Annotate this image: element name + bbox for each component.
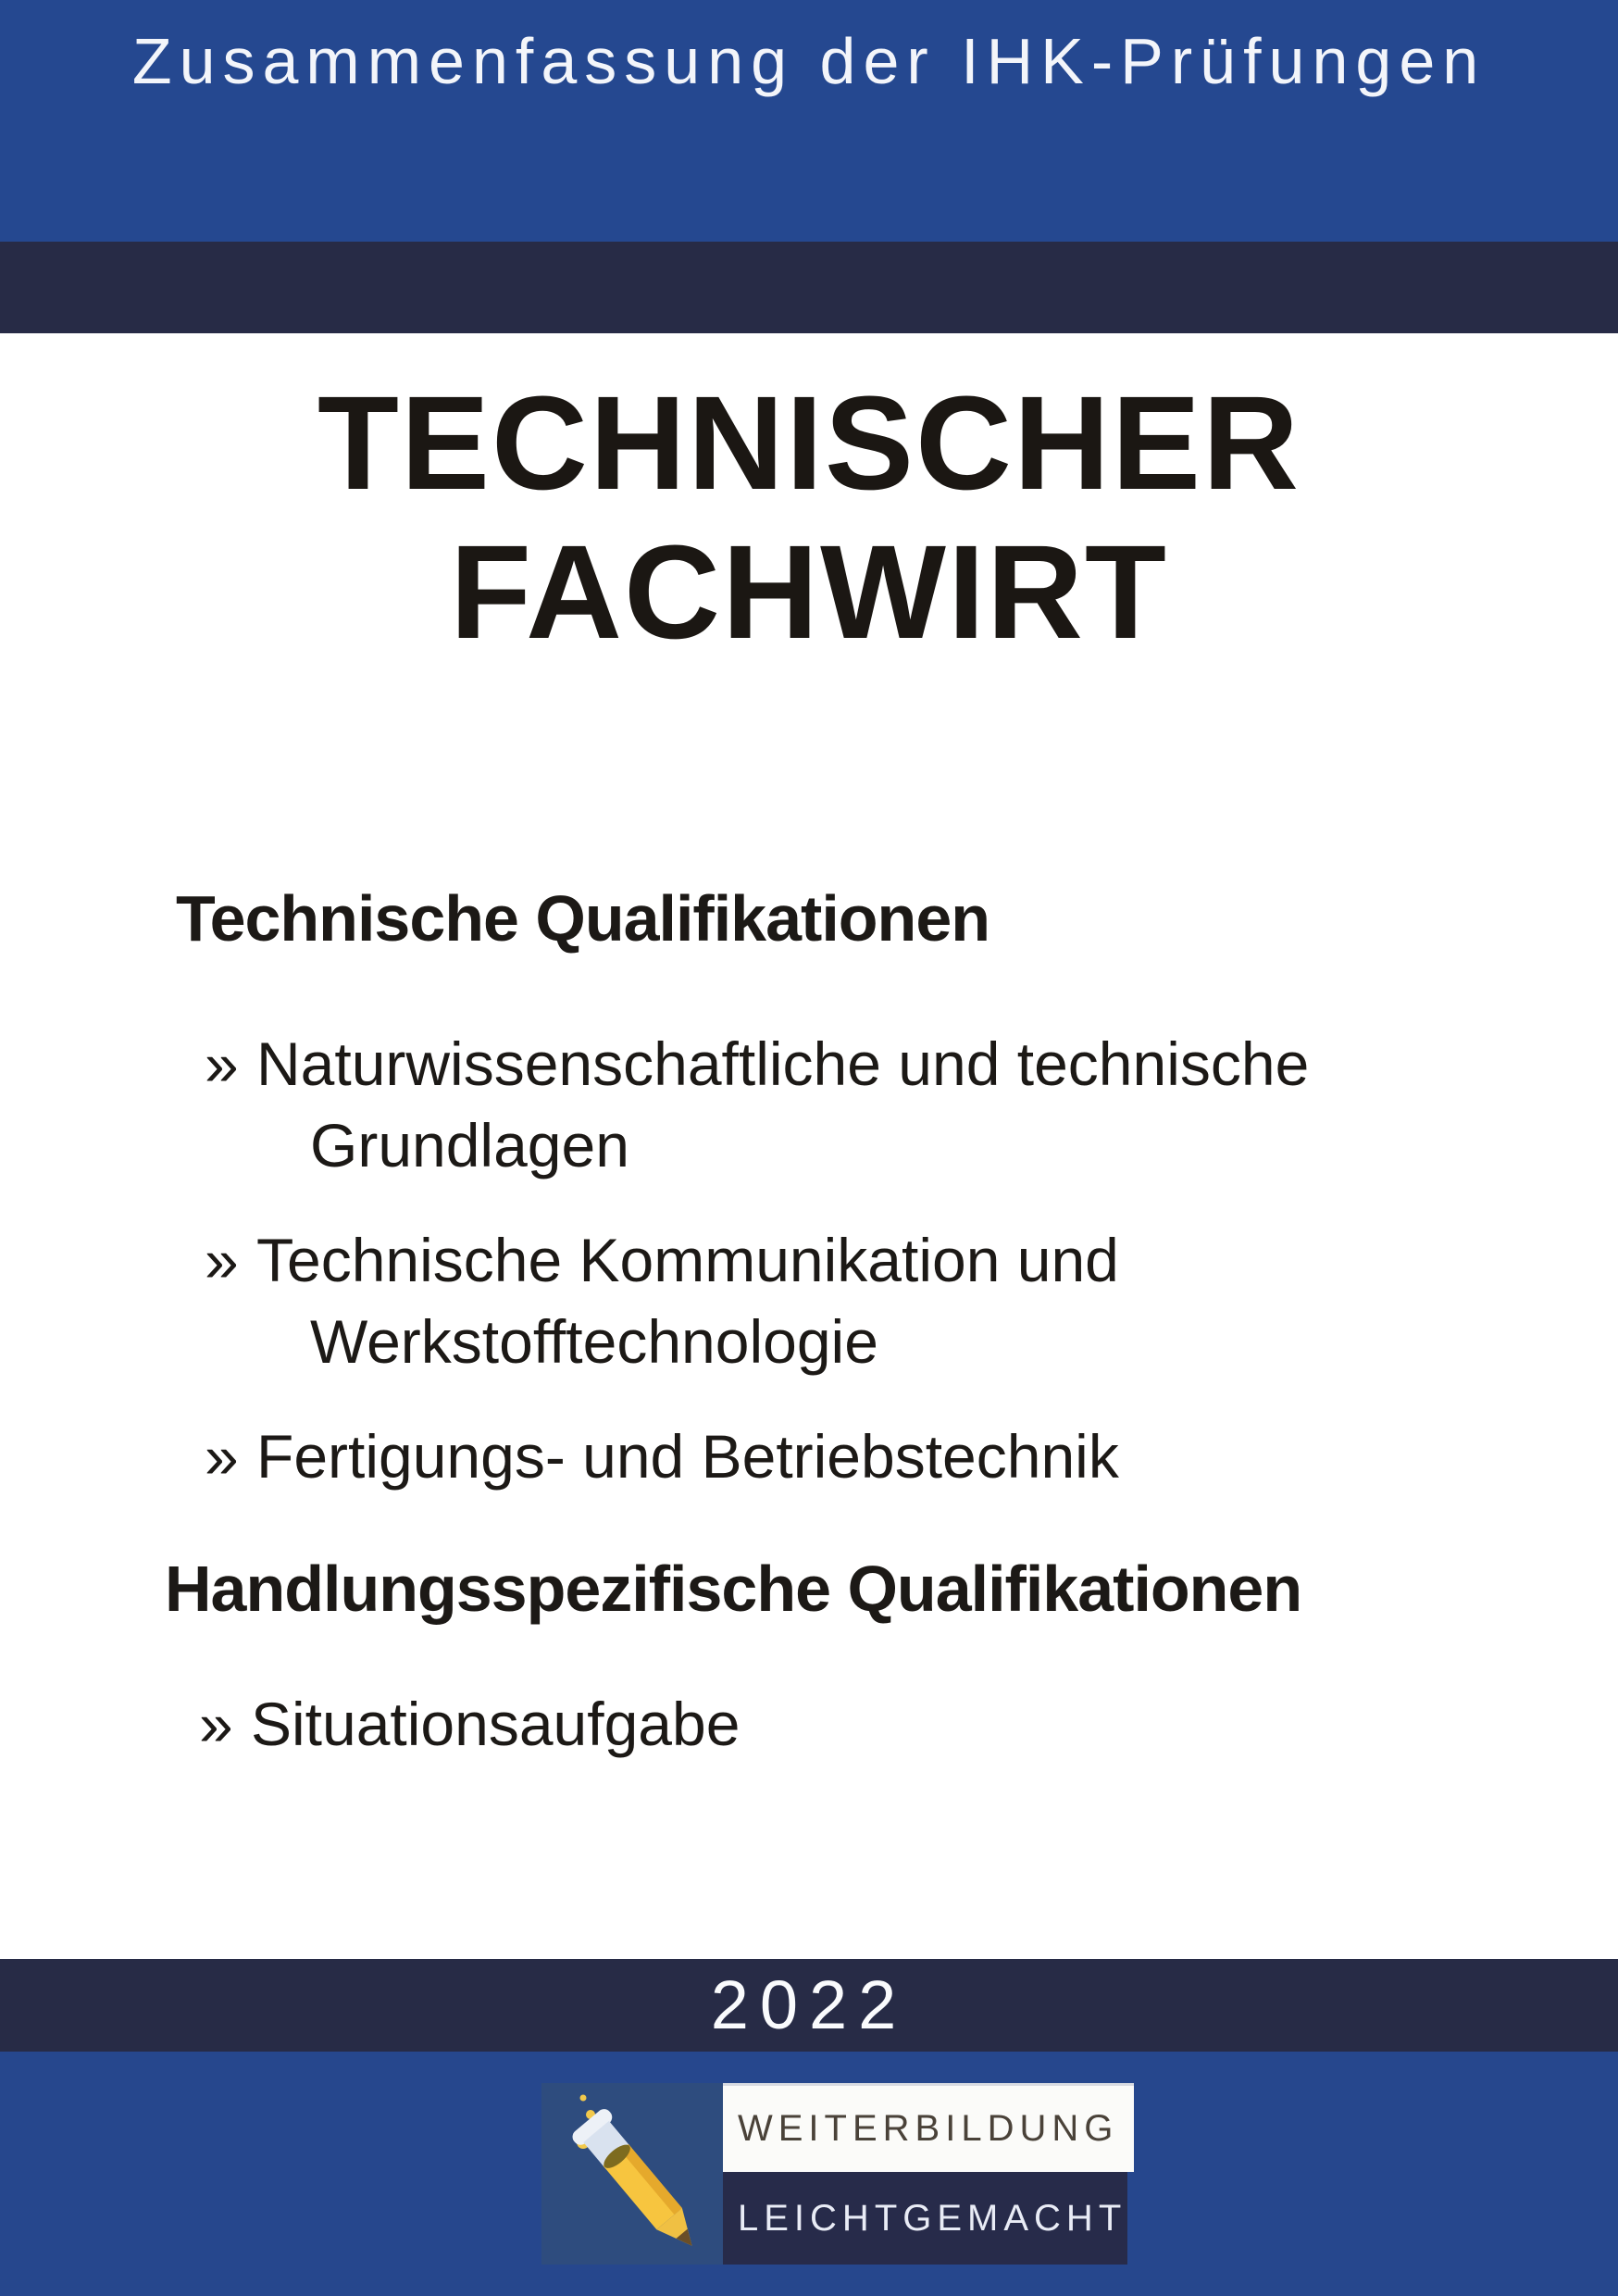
topic-list-handlungsspezifisch [199,1683,1495,1765]
list-item-label: Fertigungs- und Betriebstechnik [256,1422,1119,1491]
section-heading-technische-qualifikationen: Technische Qualifikationen [176,882,990,955]
list-item-label: Situationsaufgabe [251,1690,741,1758]
bullet-glyph: » [205,1422,239,1491]
bullet-glyph: » [205,1226,239,1294]
list-item [205,1023,1500,1186]
bullet-glyph: » [205,1029,239,1098]
top-banner [0,0,1618,242]
list-item [205,1219,1500,1382]
logo-bottom-box [723,2172,1127,2265]
year-label: 2022 [710,1966,908,2043]
footer-band [0,2052,1618,2296]
list-item-label: Naturwissenschaftliche und technische Grundlagen [256,1029,1310,1179]
logo-leichtgemacht-label: LEICHTGEMACHT [738,2198,1127,2239]
banner-subtitle: Zusammenfassung der IHK-Prüfungen [131,25,1487,97]
publisher-logo [541,2083,1134,2265]
list-item [199,1683,1495,1765]
logo-top-box [723,2083,1134,2172]
navy-divider-top [0,242,1618,333]
section-heading-handlungsspezifische-qualifikationen: Handlungsspezifische Qualifikationen [165,1553,1302,1625]
list-item [205,1416,1500,1497]
page-title-line1: TECHNISCHER [317,368,1301,518]
topic-list-technisch [205,1023,1500,1497]
list-item-label: Technische Kommunikation und Werkstofftechnologie [256,1226,1119,1376]
page-title-line2: FACHWIRT [450,518,1168,667]
logo-weiterbildung-label: WEITERBILDUNG [738,2108,1119,2149]
year-stripe [0,1959,1618,2052]
bullet-glyph: » [199,1690,233,1758]
test-tube-pencil-icon [541,2083,723,2265]
page-title [0,368,1618,667]
